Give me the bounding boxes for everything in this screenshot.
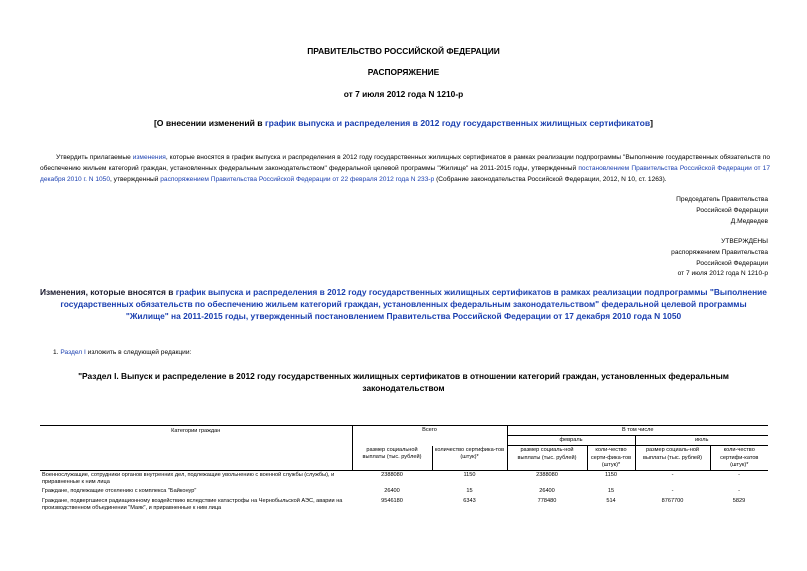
intro-text-1: Утвердить прилагаемые bbox=[56, 154, 133, 161]
changes-heading-prefix: Изменения, которые вносятся в bbox=[40, 287, 176, 297]
item-1-number: 1. bbox=[53, 349, 61, 356]
header-feb-count: коли-чество серти-фика-тов (штук)* bbox=[587, 446, 635, 471]
signature-line-2: Российской Федерации bbox=[696, 206, 768, 214]
signature-line-1: Председатель Правительства bbox=[676, 196, 768, 203]
row-feb-count: 1150 bbox=[604, 472, 618, 479]
header-total: Всего bbox=[352, 426, 507, 436]
intro-paragraph bbox=[40, 153, 770, 185]
header-total-count: количество сертифика-тов (штук)* bbox=[432, 446, 507, 471]
header-july: июль bbox=[635, 436, 768, 446]
section-link[interactable]: Раздел I bbox=[60, 349, 86, 356]
row-category: Граждане, подлежащие отселению с комплекса "Байконур" bbox=[42, 488, 197, 495]
government-title: ПРАВИТЕЛЬСТВО РОССИЙСКОЙ ФЕДЕРАЦИИ bbox=[307, 46, 500, 56]
certificates-table bbox=[40, 425, 768, 513]
approved-line-2: распоряжением Правительства bbox=[671, 248, 768, 256]
row-jul-payment: - bbox=[671, 472, 674, 479]
signature-block bbox=[676, 195, 768, 227]
row-feb-payment: 778480 bbox=[537, 497, 557, 504]
approved-block bbox=[671, 237, 768, 280]
document-type: РАСПОРЯЖЕНИЕ bbox=[367, 67, 440, 77]
row-total-payment: 26400 bbox=[384, 488, 400, 495]
approved-line-3: Российской Федерации bbox=[696, 259, 768, 267]
table-row bbox=[40, 471, 768, 488]
row-total-count: 15 bbox=[466, 488, 473, 495]
header-total-payment: размер социальной выплаты (тыс. рублей) bbox=[352, 446, 432, 471]
document-date-number: от 7 июля 2012 года N 1210-р bbox=[343, 89, 464, 99]
row-category: Военнослужащие, сотрудники органов внутренних дел, подлежащие увольнению с военной службы (службы), и приравненные к ним лица bbox=[42, 472, 335, 486]
signature-line-3: Д.Медведев bbox=[730, 217, 768, 225]
row-feb-count: 514 bbox=[606, 497, 616, 504]
header-jul-count: коли-чество сертифи-катов (штук)* bbox=[710, 446, 768, 471]
title-suffix: ] bbox=[650, 118, 654, 128]
item-1 bbox=[53, 349, 191, 356]
row-total-count: 1150 bbox=[463, 472, 476, 479]
header-jul-payment: размер социаль-ной выплаты (тыс. рублей) bbox=[635, 446, 710, 471]
row-jul-payment: 8767700 bbox=[661, 497, 684, 504]
title-link[interactable]: график выпуска и распределения в 2012 году государственных жилищных сертификатов bbox=[264, 118, 651, 128]
row-feb-payment: 26400 bbox=[539, 488, 555, 495]
row-jul-count: 5829 bbox=[732, 497, 746, 504]
header-category: Категории граждан bbox=[40, 426, 352, 471]
row-feb-payment: 2388080 bbox=[536, 472, 558, 479]
row-feb-count: 15 bbox=[607, 488, 615, 495]
section-heading: "Раздел I. Выпуск и распределение в 2012 году государственных жилищных сертификатов в отношении категорий граждан, установленных федеральным законодательством bbox=[78, 371, 729, 393]
intro-text-3: , утвержденный bbox=[110, 175, 161, 183]
header-february: февраль bbox=[507, 436, 635, 446]
row-total-payment: 2388080 bbox=[381, 472, 403, 479]
header-feb-payment: размер социаль-ной выплаты (тыс. рублей) bbox=[507, 446, 587, 471]
intro-text-4: (Собрание законодательства Российской Федерации, 2012, N 10, ст. 1263). bbox=[434, 175, 667, 183]
row-category: Граждане, подвергшиеся радиационному воздействию вследствие катастрофы на Чернобыльской АЭС, аварии на производственном объединении "Маяк", и приравненные к ним лица bbox=[42, 497, 343, 511]
approved-line-1: УТВЕРЖДЕНЫ bbox=[721, 238, 768, 245]
row-jul-count: - bbox=[738, 488, 740, 495]
intro-link-order[interactable]: распоряжением Правительства Российской Федерации от 22 февраля 2012 года N 233-р bbox=[160, 175, 435, 183]
intro-text-2: , которые вносятся в график выпуска и распределения в 2012 году государственных жилищных сертификатов в рамках реализации подпрограммы "Выполнение государственных обязательств по обеспечению жильем категорий граждан, установленных федеральным законодательством" федеральной целевой программы "Жилище" на 2011-2015 годы, утвержденный bbox=[40, 154, 770, 172]
table-row bbox=[40, 487, 768, 496]
intro-link-decree[interactable]: постановлением Правительства Российской Федерации от 17 декабря 2010 г. N 1050 bbox=[40, 164, 770, 183]
approved-line-4: от 7 июля 2012 года N 1210-р bbox=[677, 270, 768, 278]
table-row bbox=[40, 497, 768, 513]
item-1-text: изложить в следующей редакции: bbox=[85, 349, 192, 356]
row-total-count: 6343 bbox=[463, 497, 476, 504]
changes-heading-link[interactable]: график выпуска и распределения в 2012 году государственных жилищных сертификатов в рамках реализации подпрограммы "Выполнение государственных обязательств по обеспечению жильем категорий граждан, установленных федеральным законодательством" федеральной целевой программы "Жилище" на 2011-2015 годы, утвержденный постановлением Правительства Российской Федерации от 17 декабря 2010 года N 1050 bbox=[60, 287, 767, 321]
changes-heading bbox=[40, 286, 767, 322]
document-title bbox=[0, 118, 807, 128]
row-jul-count: - bbox=[738, 472, 740, 479]
header-including: В том числе bbox=[507, 426, 768, 436]
row-total-payment: 9546180 bbox=[381, 497, 403, 504]
title-prefix: [О внесении изменений в bbox=[153, 118, 265, 128]
row-jul-payment: - bbox=[671, 488, 674, 495]
intro-link-changes[interactable]: изменения bbox=[132, 154, 166, 161]
